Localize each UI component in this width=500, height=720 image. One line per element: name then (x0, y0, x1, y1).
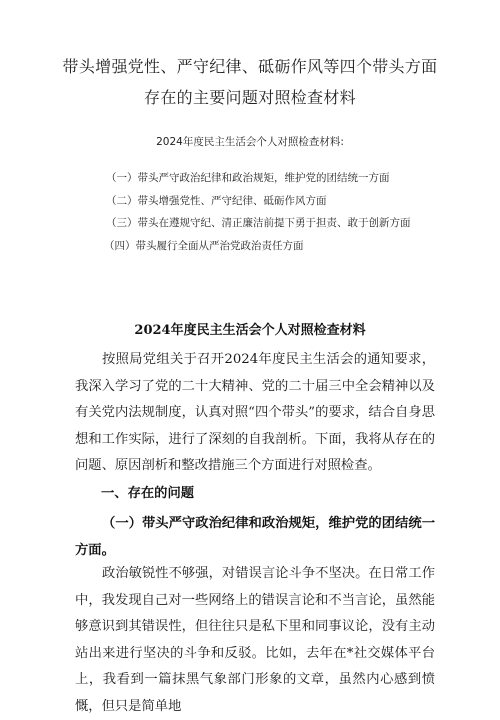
document-title: 2024年度民主生活会个人对照检查材料 (134, 323, 366, 338)
main-title-line-1: 带头增强党性、严守纪律、砥砺作风等四个带头方面 (62, 57, 438, 76)
subsection-heading-1: （一）带头严守政治纪律和政治规矩，维护党的团结统一方面。 (75, 516, 435, 558)
section-heading-problems: 一、存在的问题 (101, 486, 195, 501)
toc-item-1: （一）带头严守政治纪律和政治规矩，维护党的团结统一方面 (106, 172, 390, 184)
main-title-line-2: 存在的主要问题对照检查材料 (144, 88, 356, 107)
toc-item-3: （三）带头在遵规守纪、清正廉洁前提下勇于担责、敢于创新方面 (106, 217, 411, 229)
intro-paragraph: 按照局党组关于召开2024年度民主生活会的通知要求，我深入学习了党的二十大精神、党的二十届三中全会精神以及有关党内法规制度，认真对照“四个带头”的要求，结合自身思想和工作实际，进行了深刻的自我剖析。下面，我将从存在的问题、原因剖析和整改措施三个方面进行对照检查。 (75, 352, 435, 473)
body-paragraph: 政治敏锐性不够强，对错误言论斗争不坚决。在日常工作中，我发现自己对一些网络上的错误言论和不当言论，虽然能够意识到其错误性，但往往只是私下里和同事议论，没有主动站出来进行坚决的斗争和反驳。比如，去年在*社交媒体平台上，我看到一篇抹黑气象部门形象的文章，虽然内心感到愤慨，但只是简单地 (75, 566, 435, 714)
toc-heading: 2024年度民主生活会个人对照检查材料: (156, 136, 344, 148)
toc-item-2: （二）带头增强党性、严守纪律、砥砺作风方面 (106, 195, 327, 207)
toc-item-4: （四）带头履行全面从严治党政治责任方面 (104, 240, 304, 252)
